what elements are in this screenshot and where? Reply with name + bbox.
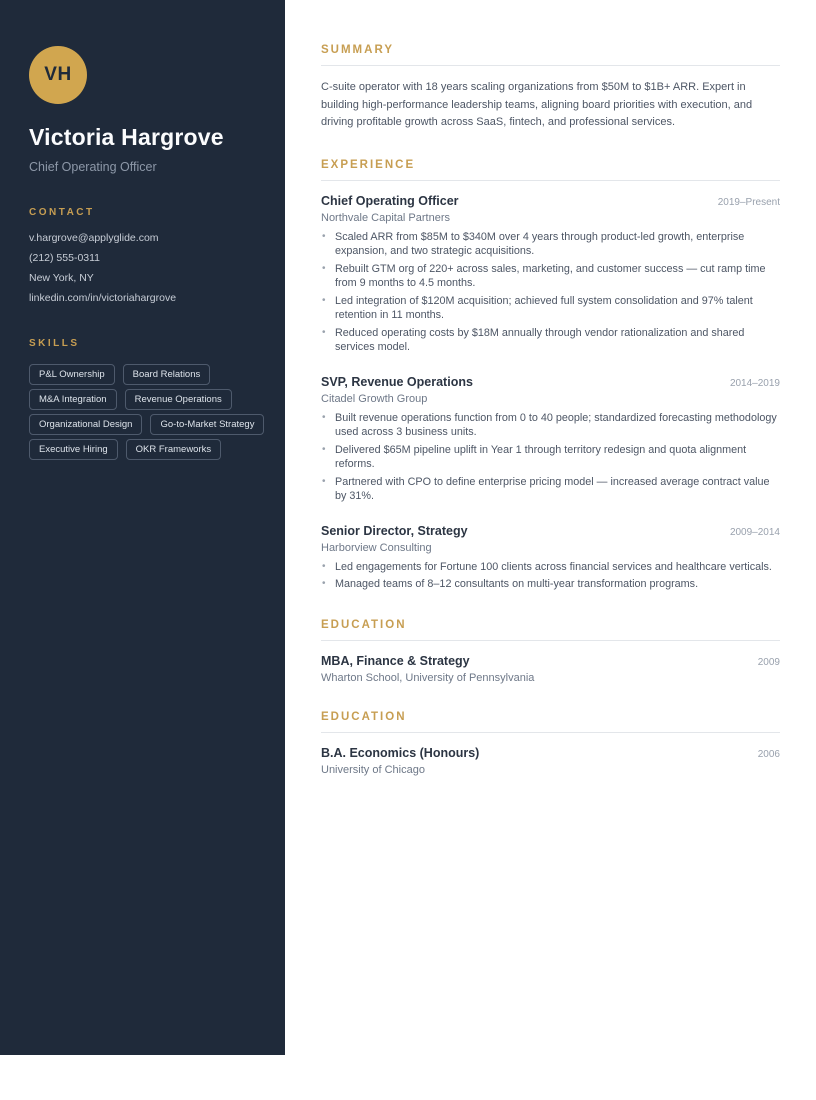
job-bullet	[321, 411, 780, 440]
skills-heading: SKILLS	[29, 338, 80, 349]
experience-section	[321, 159, 780, 592]
bullet-text: • Scaled ARR from $85M to $340M over 4 years through product-led growth, enterprise expansion, and two strategic acquisitions.	[335, 230, 745, 257]
job-bullet	[321, 326, 780, 355]
bullet-text: • Led engagements for Fortune 100 clients across financial services and healthcare verticals.	[335, 560, 772, 573]
job-dates: 2009–2014	[729, 526, 780, 538]
job-dates: 2014–2019	[729, 377, 780, 389]
job-bullet	[321, 577, 780, 592]
education-header	[321, 746, 780, 760]
contact-phone: (212) 555-0311	[29, 252, 101, 264]
skills-row	[29, 414, 258, 435]
job-bullet	[321, 262, 780, 291]
job-title: Senior Director, Strategy	[321, 523, 468, 538]
job-company: Northvale Capital Partners	[321, 211, 451, 224]
bullet-text: • Managed teams of 8–12 consultants on multi-year transformation programs.	[335, 578, 699, 590]
skills-list	[29, 364, 258, 460]
education-school: University of Chicago	[321, 763, 425, 776]
job-bullets	[321, 560, 780, 592]
job-bullet	[321, 230, 780, 259]
bullet-text: • Built revenue operations function from 0 to 40 people; standardized forecasting methodology used across 3 business units.	[335, 411, 777, 438]
job-bullet	[321, 294, 780, 323]
job-entry	[321, 524, 780, 592]
bullet-text: • Rebuilt GTM org of 220+ across sales, marketing, and customer success — cut ramp time from 9 months to 4.5 months.	[335, 262, 766, 289]
education-section-2	[321, 711, 780, 776]
job-bullets	[321, 411, 780, 504]
education-section-1	[321, 619, 780, 684]
education-dates: 2009	[757, 656, 780, 668]
skill-pill: Board Relations	[123, 364, 211, 385]
job-bullet	[321, 475, 780, 504]
job-header	[321, 194, 780, 208]
job-dates: 2019–Present	[717, 196, 780, 208]
person-name: Victoria Hargrove	[29, 124, 224, 150]
education-heading: EDUCATION	[321, 711, 780, 733]
contact-list	[29, 232, 258, 305]
education-degree: B.A. Economics (Honours)	[321, 745, 480, 760]
summary-section	[321, 44, 780, 132]
sidebar	[0, 0, 285, 1055]
job-bullet	[321, 443, 780, 472]
job-title: Chief Operating Officer	[321, 193, 459, 208]
skills-row	[29, 439, 258, 460]
resume-content	[285, 0, 816, 803]
job-bullets	[321, 230, 780, 355]
summary-text: C-suite operator with 18 years scaling organizations from $50M to $1B+ ARR. Expert in building high-performance leadership teams, aligning board priorities with execution, and driving profitable growth across SaaS, fintech, and professional services.	[321, 81, 753, 128]
education-degree: MBA, Finance & Strategy	[321, 653, 470, 668]
education-school: Wharton School, University of Pennsylvania	[321, 671, 535, 684]
bullet-text: • Delivered $65M pipeline uplift in Year 1 through territory redesign and quota alignment reforms.	[335, 443, 747, 470]
job-bullet	[321, 560, 780, 575]
skill-pill: M&A Integration	[29, 389, 117, 410]
skill-pill: OKR Frameworks	[126, 439, 221, 460]
skill-pill: Revenue Operations	[125, 389, 232, 410]
skills-row	[29, 389, 258, 410]
contact-email: v.hargrove@applyglide.com	[29, 232, 159, 244]
job-header	[321, 375, 780, 389]
job-title: SVP, Revenue Operations	[321, 374, 473, 389]
job-company: Citadel Growth Group	[321, 392, 428, 405]
skills-row	[29, 364, 258, 385]
job-header	[321, 524, 780, 538]
person-title: Chief Operating Officer	[29, 160, 157, 174]
skill-pill: P&L Ownership	[29, 364, 115, 385]
job-entry	[321, 375, 780, 504]
contact-linkedin: linkedin.com/in/victoriahargrove	[29, 292, 177, 304]
job-company: Harborview Consulting	[321, 541, 432, 554]
contact-location: New York, NY	[29, 272, 94, 284]
education-heading: EDUCATION	[321, 619, 780, 641]
avatar	[29, 46, 87, 104]
bullet-text: • Led integration of $120M acquisition; achieved full system consolidation and 97% talent retention in 11 months.	[335, 294, 753, 321]
bullet-text: • Partnered with CPO to define enterprise pricing model — increased average contract value by 31%.	[335, 475, 770, 502]
education-header	[321, 654, 780, 668]
education-dates: 2006	[757, 748, 780, 760]
job-entry	[321, 194, 780, 355]
bullet-text: • Reduced operating costs by $18M annually through vendor rationalization and shared services model.	[335, 326, 745, 353]
experience-heading: EXPERIENCE	[321, 159, 780, 181]
education-entry	[321, 746, 780, 776]
skill-pill: Organizational Design	[29, 414, 142, 435]
avatar-initials: VH	[44, 64, 72, 85]
skill-pill: Executive Hiring	[29, 439, 118, 460]
contact-heading: CONTACT	[29, 207, 95, 218]
education-entry	[321, 654, 780, 684]
summary-heading: SUMMARY	[321, 44, 780, 66]
skill-pill: Go-to-Market Strategy	[150, 414, 264, 435]
